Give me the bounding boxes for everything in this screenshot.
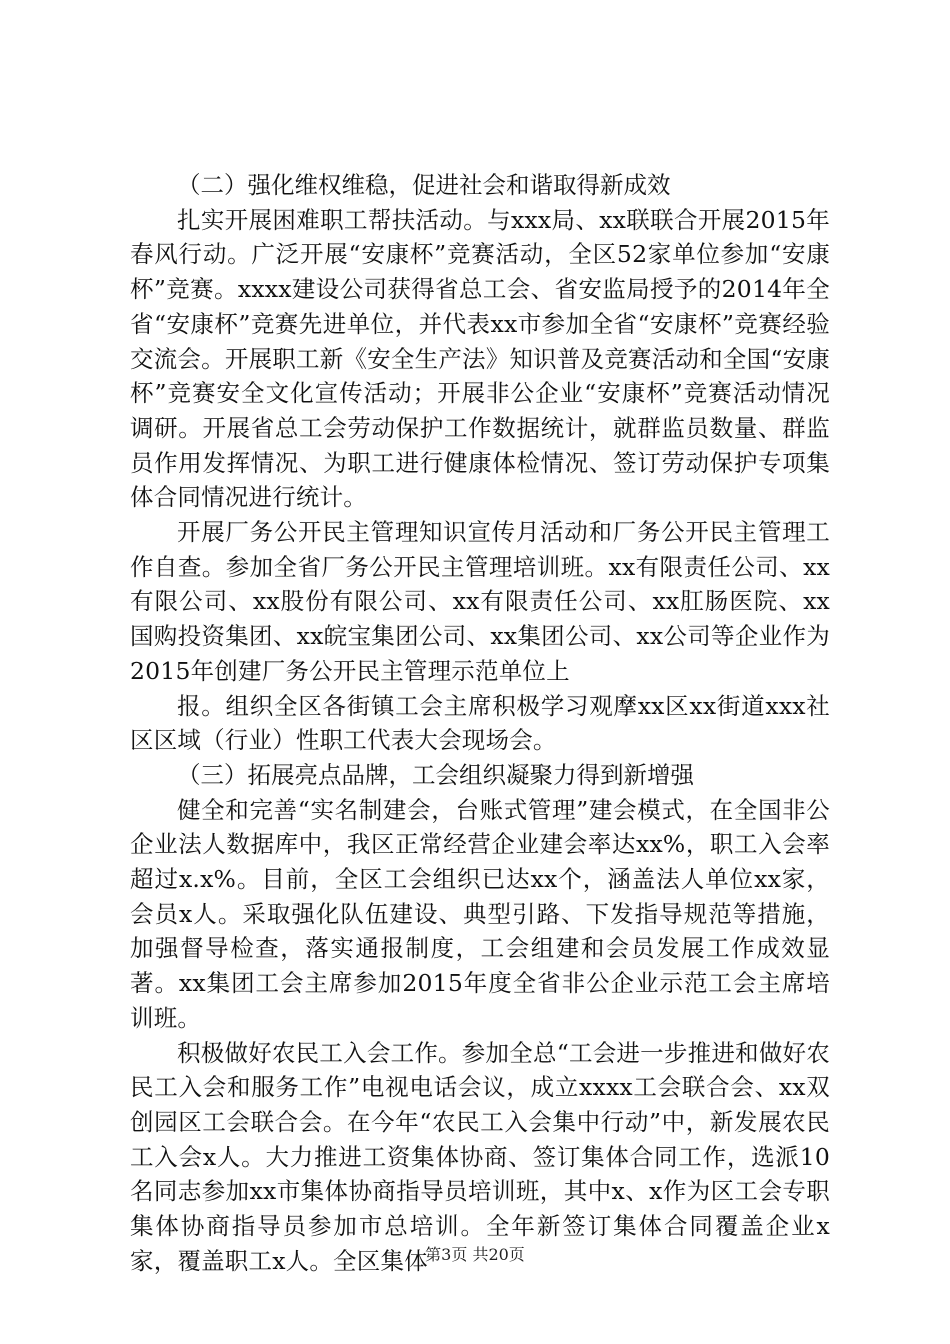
paragraph-report: 报。组织全区各街镇工会主席积极学习观摩xx区xx街道xxx社区区域（行业）性职工代表大会现场会。 bbox=[130, 691, 830, 755]
paragraph-union-building: 健全和完善“实名制建会，台账式管理”建会模式，在全国非公企业法人数据库中，我区正常经营企业建会率达xx%，职工入会率超过x.x%。目前，全区工会组织已达xx个，涵盖法人单位xx家，会员x人。采取强化队伍建设、典型引路、下发指导规范等措施，加强督导检查，落实通报制度，工会组建和会员发展工作成效显著。xx集团工会主席参加2015年度全省非公企业示范工会主席培训班。 bbox=[130, 795, 830, 1032]
paragraph-factory-affairs: 开展厂务公开民主管理知识宣传月活动和厂务公开民主管理工作自查。参加全省厂务公开民主管理培训班。xx有限责任公司、xx有限公司、xx股份有限公司、xx有限责任公司、xx肛肠医院、xx国购投资集团、xx皖宝集团公司、xx集团公司、xx公司等企业作为2015年创建厂务公开民主管理示范单位上 bbox=[130, 518, 830, 685]
section-heading-2: （二）强化维权维稳，促进社会和谐取得新成效 bbox=[177, 171, 671, 199]
paragraph-worker-assistance: 扎实开展困难职工帮扶活动。与xxx局、xx联联合开展2015年春风行动。广泛开展“安康杯”竞赛活动，全区52家单位参加“安康杯”竞赛。xxxx建设公司获得省总工会、省安监局授予的2014年全省“安康杯”竞赛先进单位，并代表xx市参加全省“安康杯”竞赛经验交流会。开展职工新《安全生产法》知识普及竞赛活动和全国“安康杯”竞赛安全文化宣传活动；开展非公企业“安康杯”竞赛活动情况调研。开展省总工会劳动保护工作数据统计，就群监员数量、群监员作用发挥情况、为职工进行健康体检情况、签订劳动保护专项集体合同情况进行统计。 bbox=[130, 205, 830, 512]
document-body bbox=[130, 168, 830, 1279]
page-footer: 第3页 共20页 bbox=[425, 1245, 525, 1264]
section-heading-3: （三）拓展亮点品牌，工会组织凝聚力得到新增强 bbox=[177, 760, 694, 789]
paragraph-migrant-workers: 积极做好农民工入会工作。参加全总“工会进一步推进和做好农民工入会和服务工作”电视电话会议，成立xxxx工会联合会、xx双创园区工会联合会。在今年“农民工入会集中行动”中，新发展农民工入会x人。大力推进工资集体协商、签订集体合同工作，选派10名同志参加xx市集体协商指导员培训班，其中x、x作为区工会专职集体协商指导员参加市总培训。全年新签订集体合同覆盖企业x家，覆盖职工x人。全区集体 bbox=[130, 1038, 830, 1275]
